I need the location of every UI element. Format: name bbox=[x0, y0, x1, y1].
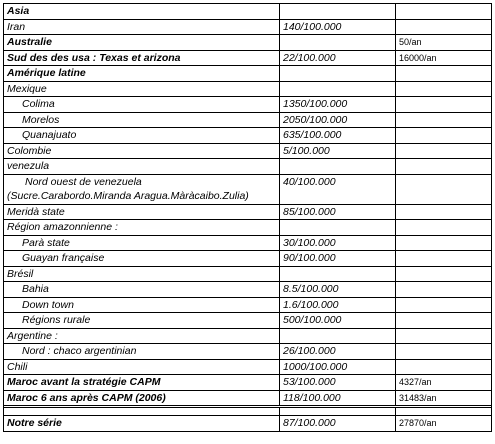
cases-cell bbox=[396, 329, 491, 344]
table-row bbox=[4, 298, 491, 314]
table-row bbox=[4, 35, 491, 51]
incidence-cell bbox=[280, 205, 396, 220]
region-cell bbox=[4, 35, 280, 50]
cases-cell bbox=[396, 66, 491, 81]
region-cell bbox=[4, 251, 280, 266]
region-cell bbox=[4, 144, 280, 159]
incidence-cell bbox=[280, 360, 396, 375]
cases-value: 27870/an bbox=[399, 418, 437, 428]
incidence-value: 26/100.000 bbox=[283, 345, 336, 357]
cases-cell bbox=[396, 391, 491, 406]
region-label: Quanajuato bbox=[22, 129, 77, 141]
incidence-cell bbox=[280, 159, 396, 174]
cases-cell bbox=[396, 113, 491, 128]
region-label: Down town bbox=[22, 298, 74, 311]
incidence-cell bbox=[280, 144, 396, 159]
cases-cell bbox=[396, 375, 491, 390]
region-label: Amérique latine bbox=[7, 67, 86, 79]
incidence-cell bbox=[280, 20, 396, 35]
incidence-cell bbox=[280, 391, 396, 406]
region-label: Régions rurale bbox=[22, 314, 91, 326]
cases-cell bbox=[396, 416, 491, 431]
region-label: Guayan française bbox=[22, 252, 105, 264]
incidence-cell bbox=[280, 97, 396, 112]
incidence-value: 87/100.000 bbox=[283, 417, 336, 429]
table-row bbox=[4, 82, 491, 98]
region-cell bbox=[4, 416, 280, 431]
region-label: Maroc avant la stratégie CAPM bbox=[7, 376, 161, 388]
incidence-value: 635/100.000 bbox=[283, 129, 342, 141]
table-row bbox=[4, 267, 491, 283]
region-label: Nord : chaco argentinian bbox=[22, 345, 137, 357]
region-label: Australie bbox=[7, 36, 52, 48]
table-row bbox=[4, 128, 491, 144]
cases-value: 16000/an bbox=[399, 52, 437, 63]
cases-cell bbox=[396, 128, 491, 143]
region-cell bbox=[4, 51, 280, 66]
region-cell bbox=[4, 175, 280, 204]
incidence-cell bbox=[280, 282, 396, 297]
region-cell bbox=[4, 97, 280, 112]
region-cell bbox=[4, 391, 280, 406]
cases-value: 50/an bbox=[399, 37, 422, 47]
cases-value: 4327/an bbox=[399, 377, 432, 387]
region-cell bbox=[4, 113, 280, 128]
table-row bbox=[4, 329, 491, 345]
table-row bbox=[4, 375, 491, 391]
table-row bbox=[4, 4, 491, 20]
region-cell bbox=[4, 267, 280, 282]
table-row bbox=[4, 282, 491, 298]
table-row bbox=[4, 144, 491, 160]
table-row bbox=[4, 344, 491, 360]
region-label: Iran bbox=[7, 20, 26, 33]
table-row bbox=[4, 205, 491, 221]
incidence-cell bbox=[280, 220, 396, 235]
region-cell bbox=[4, 298, 280, 313]
incidence-cell bbox=[280, 267, 396, 282]
incidence-value: 90/100.000 bbox=[283, 252, 336, 264]
cases-cell bbox=[396, 20, 491, 35]
region-label: Chili bbox=[7, 360, 28, 373]
incidence-value: 53/100.000 bbox=[283, 376, 336, 388]
cases-cell bbox=[396, 175, 491, 204]
region-cell bbox=[4, 375, 280, 390]
incidence-value: 30/100.000 bbox=[283, 236, 336, 249]
incidence-cell bbox=[280, 236, 396, 251]
table-row bbox=[4, 66, 491, 82]
cases-cell bbox=[396, 35, 491, 50]
incidence-value: 1.6/100.000 bbox=[283, 298, 339, 311]
table-row bbox=[4, 313, 491, 329]
cases-cell bbox=[396, 313, 491, 328]
region-label: Notre série bbox=[7, 417, 62, 429]
cases-cell bbox=[396, 205, 491, 220]
region-label: Colima bbox=[22, 98, 55, 110]
region-cell bbox=[4, 4, 280, 19]
region-cell bbox=[4, 313, 280, 328]
region-label: Morelos bbox=[22, 113, 60, 126]
incidence-value: 22/100.000 bbox=[283, 51, 336, 64]
incidence-value: 118/100.000 bbox=[283, 391, 341, 404]
cases-cell bbox=[396, 267, 491, 282]
region-cell bbox=[4, 20, 280, 35]
region-label: Nord ouest de venezuela bbox=[25, 175, 142, 188]
table-row bbox=[4, 97, 491, 113]
region-cell bbox=[4, 220, 280, 235]
region-label: Asia bbox=[7, 5, 30, 17]
region-cell bbox=[4, 360, 280, 375]
table-row bbox=[4, 113, 491, 129]
incidence-cell bbox=[280, 298, 396, 313]
region-cell bbox=[4, 205, 280, 220]
incidence-cell bbox=[280, 251, 396, 266]
cases-cell bbox=[396, 51, 491, 66]
cases-cell bbox=[396, 220, 491, 235]
incidence-cell bbox=[280, 51, 396, 66]
region-cell bbox=[4, 344, 280, 359]
cases-cell bbox=[396, 360, 491, 375]
table-row bbox=[4, 175, 491, 205]
cases-cell bbox=[396, 236, 491, 251]
table-row bbox=[4, 159, 491, 175]
region-cell bbox=[4, 66, 280, 81]
cases-cell bbox=[396, 82, 491, 97]
cases-cell bbox=[396, 4, 491, 19]
incidence-value: 5/100.000 bbox=[283, 144, 330, 157]
incidence-cell bbox=[280, 113, 396, 128]
region-cell bbox=[4, 329, 280, 344]
incidence-cell bbox=[280, 416, 396, 431]
region-label: Meridà state bbox=[7, 205, 65, 218]
cases-cell bbox=[396, 298, 491, 313]
incidence-table bbox=[3, 3, 492, 432]
incidence-cell bbox=[280, 329, 396, 344]
incidence-cell bbox=[280, 35, 396, 50]
region-cell bbox=[4, 82, 280, 97]
region-label: Parà state bbox=[22, 236, 70, 249]
region-label: Maroc 6 ans après CAPM (2006) bbox=[7, 391, 166, 404]
region-cell bbox=[4, 282, 280, 297]
region-cell bbox=[4, 236, 280, 251]
incidence-value: 1000/100.000 bbox=[283, 360, 348, 373]
table-row bbox=[4, 20, 491, 36]
table-row bbox=[4, 251, 491, 267]
region-cell bbox=[4, 159, 280, 174]
incidence-value: 1350/100.000 bbox=[283, 98, 348, 110]
region-sublabel: (Sucre.Carabordo.Miranda Aragua.Màràcaibo.Zulia) bbox=[7, 190, 249, 202]
region-cell bbox=[4, 128, 280, 143]
incidence-cell bbox=[280, 344, 396, 359]
incidence-cell bbox=[280, 128, 396, 143]
incidence-value: 8.5/100.000 bbox=[283, 283, 339, 295]
table-row bbox=[4, 220, 491, 236]
region-label: Bahia bbox=[22, 283, 49, 295]
table-row bbox=[4, 416, 491, 431]
incidence-cell bbox=[280, 4, 396, 19]
incidence-cell bbox=[280, 66, 396, 81]
region-label: Colombie bbox=[7, 144, 52, 157]
region-label: Mexique bbox=[7, 82, 47, 95]
incidence-value: 2050/100.000 bbox=[283, 113, 348, 126]
incidence-cell bbox=[280, 313, 396, 328]
incidence-value: 85/100.000 bbox=[283, 205, 336, 218]
region-label: venezula bbox=[7, 160, 50, 172]
cases-cell bbox=[396, 159, 491, 174]
spacer-row bbox=[4, 408, 491, 416]
cases-value: 31483/an bbox=[399, 392, 437, 403]
incidence-cell bbox=[280, 175, 396, 204]
incidence-cell bbox=[280, 375, 396, 390]
region-label: Brésil bbox=[7, 267, 34, 280]
incidence-value: 500/100.000 bbox=[283, 314, 342, 326]
incidence-cell bbox=[280, 82, 396, 97]
incidence-value: 40/100.000 bbox=[283, 175, 336, 188]
cases-cell bbox=[396, 344, 491, 359]
table-row bbox=[4, 236, 491, 252]
cases-cell bbox=[396, 144, 491, 159]
incidence-value: 140/100.000 bbox=[283, 20, 342, 33]
region-label: Argentine : bbox=[7, 329, 58, 342]
cases-cell bbox=[396, 282, 491, 297]
region-label: Région amazonnienne : bbox=[7, 221, 118, 233]
region-label: Sud des des usa : Texas et arizona bbox=[7, 51, 181, 64]
table-row bbox=[4, 360, 491, 376]
cases-cell bbox=[396, 251, 491, 266]
cases-cell bbox=[396, 97, 491, 112]
table-row bbox=[4, 391, 491, 409]
table-row bbox=[4, 51, 491, 67]
